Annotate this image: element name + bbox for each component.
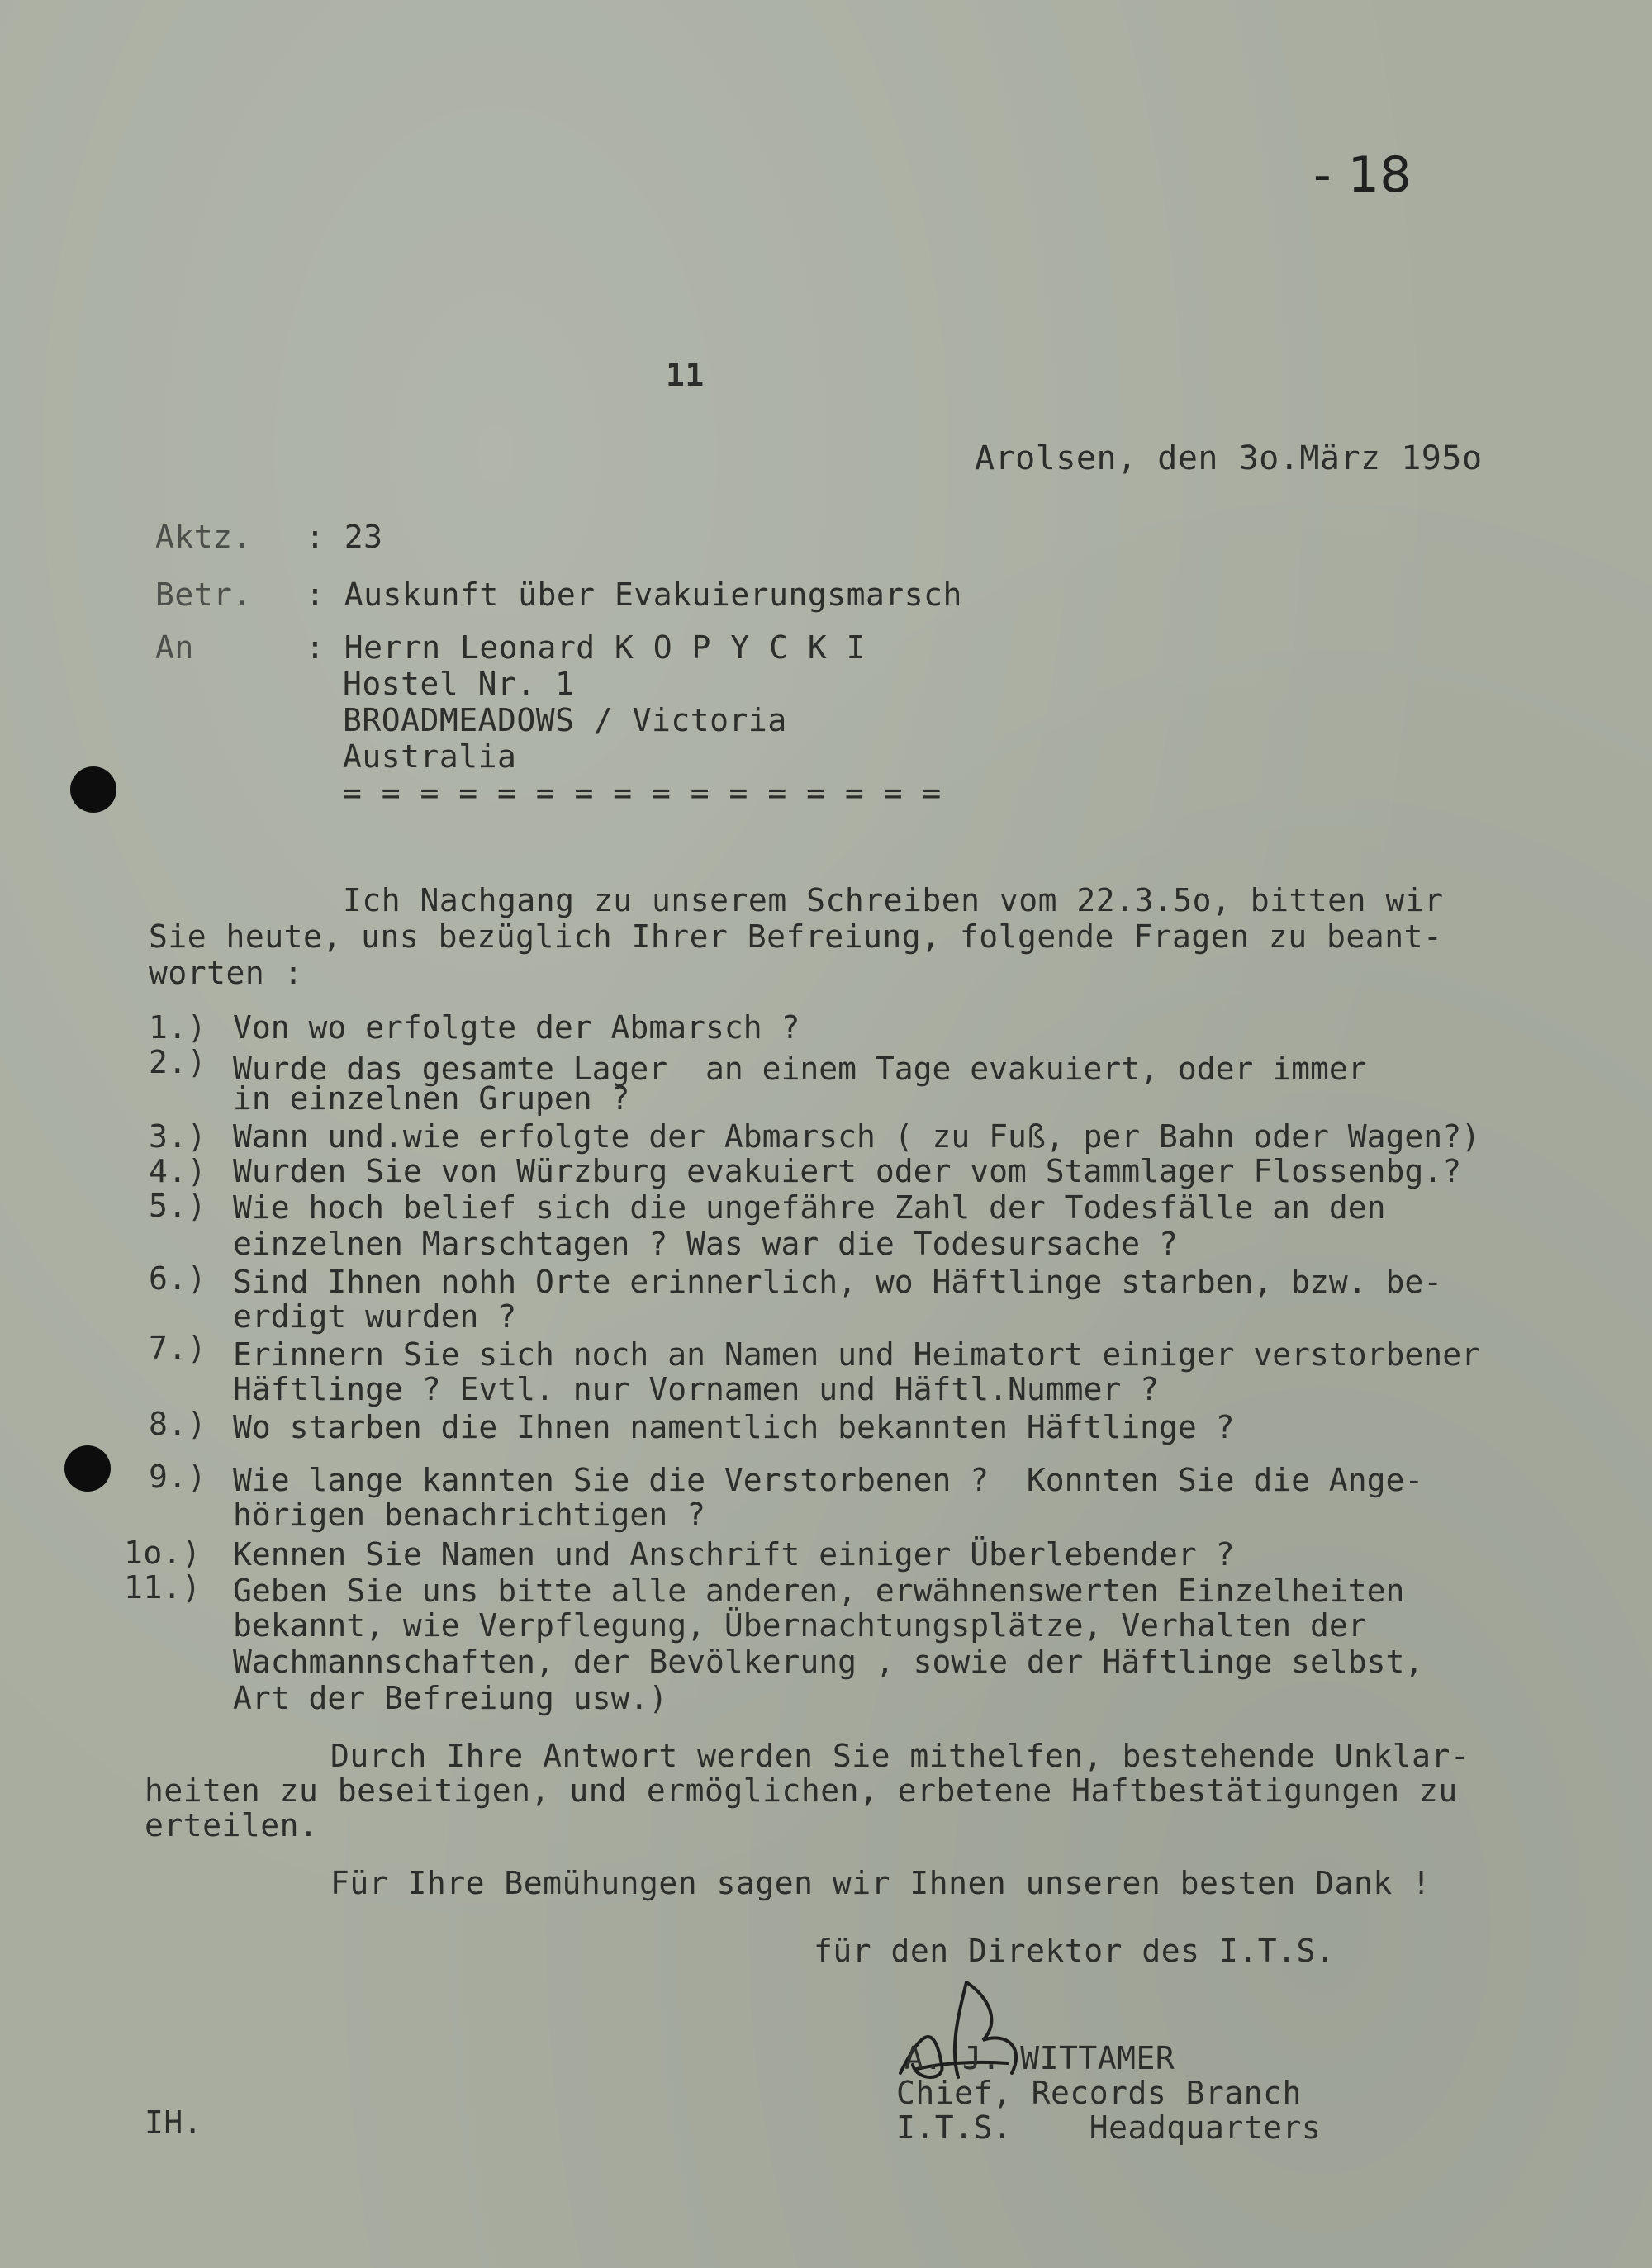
question-text: Kennen Sie Namen und Anschrift einiger Überlebender ? xyxy=(233,1536,1235,1573)
question-text: Wachmannschaften, der Bevölkerung , sowie der Häftlinge selbst, xyxy=(233,1644,1424,1680)
question-text: Wie hoch belief sich die ungefähre Zahl der Todesfälle an den xyxy=(233,1189,1386,1226)
closing-line: Durch Ihre Antwort werden Sie mithelfen, bestehende Unklar- xyxy=(330,1738,1470,1774)
for-director: für den Direktor des I.T.S. xyxy=(814,1933,1336,1969)
signatory-office: I.T.S. Headquarters xyxy=(896,2109,1322,2146)
question-text: Geben Sie uns bitte alle anderen, erwähnenswerten Einzelheiten xyxy=(233,1573,1405,1609)
recipient-name: : Herrn Leonard K O P Y C K I xyxy=(306,629,866,666)
question-number: 9.) xyxy=(149,1459,207,1495)
signatory-name: A. J. WITTAMER xyxy=(904,2040,1175,2076)
question-text: hörigen benachrichtigen ? xyxy=(233,1497,705,1533)
question-text: in einzelnen Grupen ? xyxy=(233,1080,630,1117)
question-number: 6.) xyxy=(149,1260,207,1297)
question-text: Wo starben die Ihnen namentlich bekannten Häftlinge ? xyxy=(233,1409,1235,1445)
punch-hole xyxy=(64,1445,111,1492)
closing-line: heiten zu beseitigen, und ermöglichen, erbetene Haftbestätigungen zu xyxy=(145,1772,1458,1809)
intro-line: Sie heute, uns bezüglich Ihrer Befreiung, folgende Fragen zu beant- xyxy=(149,918,1443,955)
aktz-value: : 23 xyxy=(306,519,383,555)
question-text: Häftlinge ? Evtl. nur Vornamen und Häftl.Nummer ? xyxy=(233,1371,1160,1407)
betr-value: : Auskunft über Evakuierungsmarsch xyxy=(306,576,962,613)
question-text: Von wo erfolgte der Abmarsch ? xyxy=(233,1009,800,1046)
question-text: bekannt, wie Verpflegung, Übernachtungsplätze, Verhalten der xyxy=(233,1607,1367,1644)
question-number: 1.) xyxy=(149,1009,207,1046)
question-text: Sind Ihnen nohh Orte erinnerlich, wo Häftlinge starben, bzw. be- xyxy=(233,1264,1443,1300)
question-number: 2.) xyxy=(149,1044,207,1080)
question-text: Erinnern Sie sich noch an Namen und Heimatort einiger verstorbener xyxy=(233,1336,1480,1373)
address-line: BROADMEADOWS / Victoria xyxy=(343,702,787,738)
question-text: Wie lange kannten Sie die Verstorbenen ? Konnten Sie die Ange- xyxy=(233,1462,1424,1498)
closing-line: erteilen. xyxy=(145,1807,319,1843)
question-number: 7.) xyxy=(149,1330,207,1366)
address-separator: = = = = = = = = = = = = = = = = xyxy=(343,775,942,811)
question-number: 5.) xyxy=(149,1188,207,1224)
an-label: An xyxy=(155,629,194,666)
punch-hole xyxy=(70,766,116,813)
page-number: - 18 xyxy=(1313,146,1412,204)
question-number: 3.) xyxy=(149,1118,207,1155)
typist-initials: IH. xyxy=(145,2104,203,2141)
address-line: Australia xyxy=(343,738,517,775)
date-line: Arolsen, den 3o.März 195o xyxy=(975,439,1483,477)
question-text: Wann und.wie erfolgte der Abmarsch ( zu Fuß, per Bahn oder Wagen?) xyxy=(233,1118,1480,1155)
betr-label: Betr. xyxy=(155,576,252,613)
question-number: 4.) xyxy=(149,1153,207,1189)
question-number: 11.) xyxy=(124,1569,202,1606)
intro-line: Ich Nachgang zu unserem Schreiben vom 22.3.5o, bitten wir xyxy=(343,882,1444,918)
question-number: 1o.) xyxy=(124,1535,202,1571)
intro-line: worten : xyxy=(149,955,304,991)
question-number: 8.) xyxy=(149,1406,207,1442)
question-text: einzelnen Marschtagen ? Was war die Todesursache ? xyxy=(233,1226,1178,1262)
question-text: erdigt wurden ? xyxy=(233,1298,517,1335)
aktz-label: Aktz. xyxy=(155,519,252,555)
question-text: Art der Befreiung usw.) xyxy=(233,1680,668,1716)
question-text: Wurden Sie von Würzburg evakuiert oder vom Stammlager Flossenbg.? xyxy=(233,1153,1462,1189)
question-text: Wurde das gesamte Lager an einem Tage evakuiert, oder immer xyxy=(233,1051,1367,1087)
document-number: 11 xyxy=(666,357,705,393)
signatory-title: Chief, Records Branch xyxy=(896,2075,1302,2111)
address-line: Hostel Nr. 1 xyxy=(343,666,575,702)
thanks-line: Für Ihre Bemühungen sagen wir Ihnen unseren besten Dank ! xyxy=(330,1865,1431,1901)
